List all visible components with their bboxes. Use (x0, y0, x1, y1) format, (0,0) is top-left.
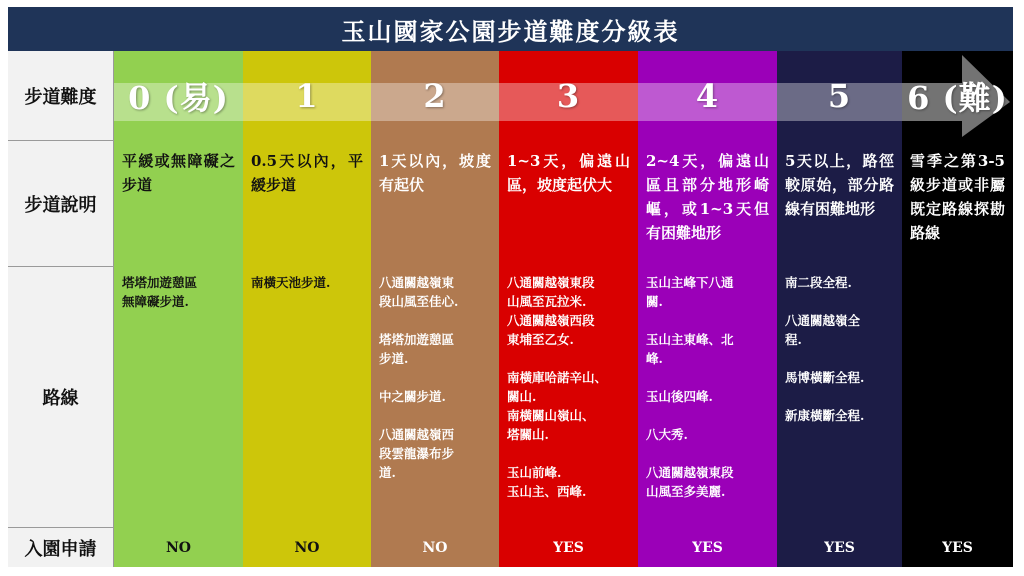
row-label-permit: 入園申請 (8, 528, 114, 567)
level-cell-5 (777, 51, 902, 141)
level-cell-0 (114, 51, 243, 141)
level-label: 3 (556, 77, 581, 115)
level-cell-3 (499, 51, 638, 141)
level-label: 0 (易) (128, 79, 229, 117)
difficulty-table (8, 7, 1013, 567)
routes-cell: 南二段全程. 八通關越嶺全 程. 馬博橫斷全程. 新康橫斷全程. (777, 267, 902, 528)
level-cell-6 (902, 51, 1013, 141)
permit-cell: NO (371, 528, 499, 567)
description-cell: 0.5天以內，平緩步道 (243, 141, 371, 267)
description-cell: 1~3天，偏遠山區，坡度起伏大 (499, 141, 638, 267)
level-cell-4 (638, 51, 777, 141)
permit-cell: NO (243, 528, 371, 567)
routes-cell: 塔塔加遊憩區 無障礙步道. (114, 267, 243, 528)
permit-cell: YES (499, 528, 638, 567)
routes-cell: 八通關越嶺東 段山風至佳心. 塔塔加遊憩區 步道. 中之關步道. 八通關越嶺西 段雲龍瀑布步 道. (371, 267, 499, 528)
routes-cell: 南橫天池步道. (243, 267, 371, 528)
permit-cell: YES (777, 528, 902, 567)
level-label: 5 (827, 77, 852, 115)
permit-cell: YES (902, 528, 1013, 567)
description-cell: 雪季之第3-5級步道或非屬既定路線探勘路線 (902, 141, 1013, 267)
level-label: 4 (695, 77, 720, 115)
level-cell-1 (243, 51, 371, 141)
table-grid (8, 51, 1013, 567)
page-title: 玉山國家公園步道難度分級表 (8, 7, 1013, 51)
level-label: 6 (難) (907, 79, 1008, 117)
level-label: 2 (423, 77, 447, 115)
routes-cell: 八通關越嶺東段 山風至瓦拉米. 八通關越嶺西段 東埔至乙女. 南橫庫哈諾辛山、 關山. 南橫關山嶺山、 塔關山. 玉山前峰. 玉山主、西峰. (499, 267, 638, 528)
routes-cell (902, 267, 1013, 528)
description-cell: 5天以上，路徑較原始，部分路線有困難地形 (777, 141, 902, 267)
description-cell: 平緩或無障礙之步道 (114, 141, 243, 267)
permit-cell: NO (114, 528, 243, 567)
row-label-description: 步道說明 (8, 141, 114, 267)
level-cell-2 (371, 51, 499, 141)
permit-cell: YES (638, 528, 777, 567)
row-label-difficulty: 步道難度 (8, 51, 114, 141)
description-cell: 1天以內，坡度有起伏 (371, 141, 499, 267)
level-label: 1 (295, 77, 319, 115)
row-label-routes: 路線 (8, 267, 114, 528)
routes-cell: 玉山主峰下八通 關. 玉山主東峰、北 峰. 玉山後四峰. 八大秀. 八通關越嶺東段 山風至多美麗. (638, 267, 777, 528)
description-cell: 2~4天，偏遠山區且部分地形崎嶇，或1~3天但有困難地形 (638, 141, 777, 267)
